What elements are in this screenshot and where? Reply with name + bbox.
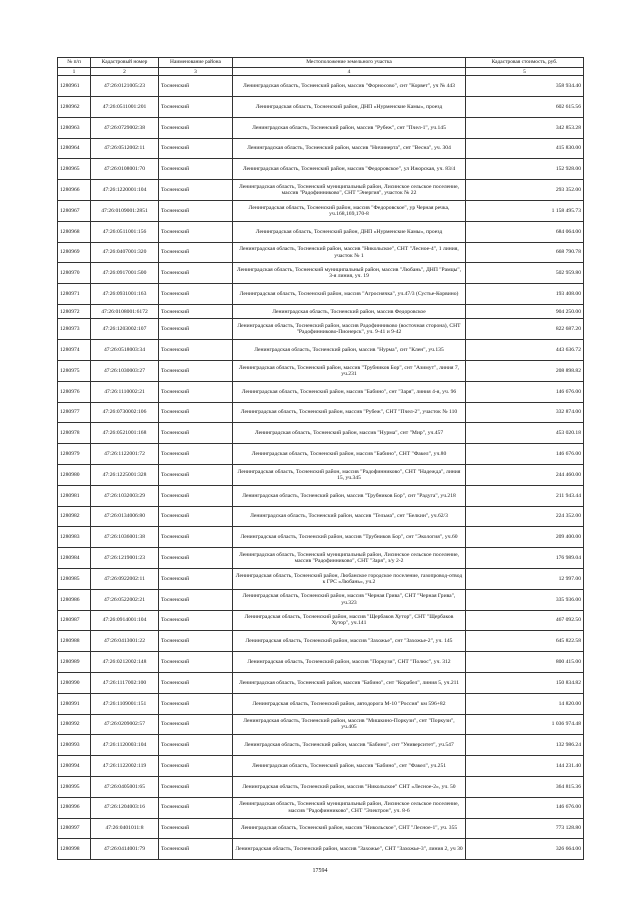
plot-location: Ленинградская область, Тосненский район, массив "Бабино", снт "Заря", линия 4-я, уч. 96 — [233, 381, 466, 402]
cadastral-number: 47:26:1036001:38 — [91, 527, 159, 548]
plot-location: Ленинградская область, Тосненский район, массив "Нурма", снт "Клен", уч.135 — [233, 340, 466, 361]
cadastral-number: 47:26:1122002:119 — [91, 756, 159, 777]
row-number: 1280966 — [58, 180, 91, 201]
row-number: 1280971 — [58, 284, 91, 305]
district-name: Тосненский — [159, 527, 233, 548]
col-header-cadastral-value: Кадастровая стоимость, руб. — [466, 58, 584, 68]
row-number: 1280973 — [58, 319, 91, 340]
table-row — [58, 631, 584, 652]
row-number: 1280982 — [58, 506, 91, 527]
plot-location: Ленинградская область, Тосненский район, массив "Рубеж", снт "Пчел-1", уч.145 — [233, 117, 466, 138]
row-number: 1280988 — [58, 631, 91, 652]
cadastral-value: 14 820.00 — [466, 693, 584, 714]
cadastral-value: 335 936.00 — [466, 589, 584, 610]
district-name: Тосненский — [159, 117, 233, 138]
cadastral-value: 342 853.28 — [466, 117, 584, 138]
plot-location: Ленинградская область, Тосненский район, массив "Федоровское", ур Черная речка, уч.168,169,170-8 — [233, 201, 466, 222]
plot-location: Ленинградская область, Тосненский район, массив "Захожье", СНТ "Захожье-3", линия 2, уч 30 — [233, 839, 466, 860]
plot-location: Ленинградская область, Тосненский район, массив "Поркузи", СНТ "Полюс", уч. 312 — [233, 652, 466, 673]
plot-location: Ленинградская область, Тосненский район, массив "Бабино", СНТ "Факел", уч.80 — [233, 444, 466, 465]
cadastral-number: 47:26:1032003:29 — [91, 485, 159, 506]
cadastral-number: 47:26:1109001:151 — [91, 693, 159, 714]
plot-location: Ленинградская область, Тосненский район, массив "Мишкино-Поркузи", снт "Поркузи", уч.405 — [233, 714, 466, 735]
cadastral-value: 358 934.40 — [466, 76, 584, 97]
cadastral-number: 47:26:0405001:65 — [91, 776, 159, 797]
plot-location: Ленинградская область, Тосненский муниципальный район, Лисинское сельское поселение, массив "Радофинниково", СНТ "Электрон", уч. 8-6 — [233, 797, 466, 818]
row-number: 1280990 — [58, 672, 91, 693]
district-name: Тосненский — [159, 756, 233, 777]
district-name: Тосненский — [159, 839, 233, 860]
cadastral-value: 467 092.50 — [466, 610, 584, 631]
cadastral-value: 144 231.40 — [466, 756, 584, 777]
plot-location: Ленинградская область, Тосненский район, массив "Форносово", снт "Корвет", уч № 443 — [233, 76, 466, 97]
cadastral-value: 822 687.20 — [466, 319, 584, 340]
table-body — [58, 76, 584, 860]
plot-location: Ленинградская область, Тосненский район, массив "Захожье", снт "Захожье-2", уч. 145 — [233, 631, 466, 652]
col-index-2: 2 — [91, 68, 159, 76]
plot-location: Ленинградская область, Тосненский район, массив "Никольское", СНТ "Лесное-4", 1 линия, участок № 1 — [233, 242, 466, 263]
district-name: Тосненский — [159, 402, 233, 423]
cadastral-value: 146 676.00 — [466, 797, 584, 818]
district-name: Тосненский — [159, 340, 233, 361]
table-row — [58, 818, 584, 839]
plot-location: Ленинградская область, Тосненский район, массив "Радофинниково", СНТ "Надежда", линия 15, уч.345 — [233, 464, 466, 485]
cadastral-value: 211 943.44 — [466, 485, 584, 506]
cadastral-number: 47:26:1225001:328 — [91, 464, 159, 485]
table-row — [58, 444, 584, 465]
row-number: 1280975 — [58, 361, 91, 382]
row-number: 1280997 — [58, 818, 91, 839]
table-row — [58, 361, 584, 382]
table-row — [58, 776, 584, 797]
row-number: 1280967 — [58, 201, 91, 222]
cadastral-number: 47:26:0518003:34 — [91, 340, 159, 361]
table-row — [58, 735, 584, 756]
table-row — [58, 381, 584, 402]
cadastral-value: 1 158 495.73 — [466, 201, 584, 222]
district-name: Тосненский — [159, 548, 233, 569]
plot-location: Ленинградская область, Тосненский район, ДНП «Нурменские Камы», проезд — [233, 97, 466, 118]
cadastral-value: 293 352.00 — [466, 180, 584, 201]
plot-location: Ленинградская область, Тосненский район, массив "Никольское", СНТ "Лесное-1", уч. 355 — [233, 818, 466, 839]
col-header-cadastral-number: Кадастровый номер — [91, 58, 159, 68]
table-row — [58, 180, 584, 201]
cadastral-number: 47:26:1203002:107 — [91, 319, 159, 340]
cadastral-value: 150 834.82 — [466, 672, 584, 693]
col-header-district: Наименование района — [159, 58, 233, 68]
table-row — [58, 221, 584, 242]
plot-location: Ленинградская область, Тосненский район, массив "Черная Грива", СНТ "Черная Грива", уч.323 — [233, 589, 466, 610]
cadastral-value: 132 986.24 — [466, 735, 584, 756]
page-number: 17594 — [312, 868, 328, 874]
plot-location: Ленинградская область, Тосненский муниципальный район, массив "Любань", ДНП "Рамцы", 3-я линия, уч. 19 — [233, 263, 466, 284]
district-name: Тосненский — [159, 652, 233, 673]
table-row — [58, 159, 584, 180]
cadastral-number: 47:26:0212002:148 — [91, 652, 159, 673]
cadastral-number: 47:26:0521001:168 — [91, 423, 159, 444]
district-name: Тосненский — [159, 284, 233, 305]
cadastral-number: 47:26:0511001:156 — [91, 221, 159, 242]
col-index-3: 3 — [159, 68, 233, 76]
cadastral-value: 146 676.00 — [466, 444, 584, 465]
row-number: 1280985 — [58, 568, 91, 589]
row-number: 1280993 — [58, 735, 91, 756]
table-row — [58, 672, 584, 693]
table-row — [58, 506, 584, 527]
table-row — [58, 714, 584, 735]
cadastral-number: 47:26:1122001:72 — [91, 444, 159, 465]
plot-location: Ленинградская область, Тосненский район, массив "Бабино", снт "Факел", уч.251 — [233, 756, 466, 777]
cadastral-value: 453 020.18 — [466, 423, 584, 444]
row-number: 1280970 — [58, 263, 91, 284]
district-name: Тосненский — [159, 797, 233, 818]
table-row — [58, 693, 584, 714]
plot-location: Ленинградская область, Тосненский район, массив "Агроснячка", уч.47/3 (Сустье-Корвино) — [233, 284, 466, 305]
row-number: 1280981 — [58, 485, 91, 506]
cadastral-number: 47:26:0729002:38 — [91, 117, 159, 138]
district-name: Тосненский — [159, 735, 233, 756]
cadastral-value: 193 408.00 — [466, 284, 584, 305]
district-name: Тосненский — [159, 263, 233, 284]
district-name: Тосненский — [159, 506, 233, 527]
cadastral-number: 47:26:0108001:70 — [91, 159, 159, 180]
table-row — [58, 797, 584, 818]
cadastral-value: 668 790.78 — [466, 242, 584, 263]
col-index-4: 4 — [233, 68, 466, 76]
district-name: Тосненский — [159, 221, 233, 242]
table-row — [58, 76, 584, 97]
row-number: 1280984 — [58, 548, 91, 569]
row-number: 1280974 — [58, 340, 91, 361]
table-row — [58, 610, 584, 631]
cadastral-value: 146 676.00 — [466, 381, 584, 402]
plot-location: Ленинградская область, Тосненский район, массив "Щербаков Хутор", СНТ "Щербаков Хутор", уч.141 — [233, 610, 466, 631]
cadastral-number: 47:26:0209002:57 — [91, 714, 159, 735]
row-number: 1280992 — [58, 714, 91, 735]
document-sheet — [57, 57, 583, 860]
plot-location: Ленинградская область, Тосненский район, массив "Тельма", снт "Белкин", уч.62/3 — [233, 506, 466, 527]
district-name: Тосненский — [159, 714, 233, 735]
plot-location: Ленинградская область, Тосненский район, массив "Трубников Бор", снт "Азимут", линия 7, уч.231 — [233, 361, 466, 382]
district-name: Тосненский — [159, 672, 233, 693]
cadastral-number: 47:26:0134006:80 — [91, 506, 159, 527]
plot-location: Ленинградская область, Тосненский муниципальный район, Лисинское сельское поселение, массив "Радофинниково", СНТ "Заря", з/у 2-2 — [233, 548, 466, 569]
table-row — [58, 340, 584, 361]
plot-location: Ленинградская область, Тосненский район, массив "Бабино", снт "Университет", уч.547 — [233, 735, 466, 756]
plot-location: Ленинградская область, Тосненский муниципальный район, Лисинское сельское поселение, массив "Радофинниково", СНТ "Энергия", участок № 22 — [233, 180, 466, 201]
row-number: 1280962 — [58, 97, 91, 118]
cadastral-number: 47:26:0922002:11 — [91, 568, 159, 589]
row-number: 1280995 — [58, 776, 91, 797]
plot-location: Ленинградская область, Тосненский район, массив Федоровское — [233, 305, 466, 319]
cadastral-number: 47:26:0522002:21 — [91, 589, 159, 610]
cadastral-number: 47:26:0914001:104 — [91, 610, 159, 631]
cadastral-value: 12 997.00 — [466, 568, 584, 589]
cadastral-number: 47:26:0121005:23 — [91, 76, 159, 97]
cadastral-number: 47:26:0401011:8 — [91, 818, 159, 839]
table-row — [58, 527, 584, 548]
plot-location: Ленинградская область, Тосненский район, ДНП «Нурменские Камы», проезд — [233, 221, 466, 242]
cadastral-value: 209 400.00 — [466, 527, 584, 548]
row-number: 1280977 — [58, 402, 91, 423]
row-number: 1280983 — [58, 527, 91, 548]
row-number: 1280998 — [58, 839, 91, 860]
cadastral-value: 415 830.00 — [466, 138, 584, 159]
cadastral-value: 645 822.58 — [466, 631, 584, 652]
plot-location: Ленинградская область, Тосненский район, массив "Федоровское", ул Ижорская, уч. 83/4 — [233, 159, 466, 180]
district-name: Тосненский — [159, 76, 233, 97]
district-name: Тосненский — [159, 776, 233, 797]
row-number: 1280965 — [58, 159, 91, 180]
district-name: Тосненский — [159, 138, 233, 159]
col-header-number: № п/п — [58, 58, 91, 68]
table-row — [58, 319, 584, 340]
table-row — [58, 485, 584, 506]
plot-location: Ленинградская область, Тосненский район, массив "Бабино", снт "Корабел", линия 5, уч.211 — [233, 672, 466, 693]
district-name: Тосненский — [159, 485, 233, 506]
cadastral-value: 326 664.00 — [466, 839, 584, 860]
cadastral-value: 244 460.00 — [466, 464, 584, 485]
cadastral-value: 176 989.04 — [466, 548, 584, 569]
district-name: Тосненский — [159, 319, 233, 340]
cadastral-number: 47:26:0108001:6172 — [91, 305, 159, 319]
plot-location: Ленинградская область, Тосненский район, массив "Нурма", снт "Мир", уч.457 — [233, 423, 466, 444]
row-number: 1280963 — [58, 117, 91, 138]
table-row — [58, 138, 584, 159]
cadastral-number: 47:26:1204003:16 — [91, 797, 159, 818]
table-row — [58, 548, 584, 569]
plot-location: Ленинградская область, Тосненский район, Любанское городское поселение, газопровод-отвод к ГРС «Любань», уч.2 — [233, 568, 466, 589]
district-name: Тосненский — [159, 568, 233, 589]
column-index-row — [58, 68, 584, 76]
cadastral-value: 332 874.00 — [466, 402, 584, 423]
cadastral-value: 502 959.80 — [466, 263, 584, 284]
table-row — [58, 284, 584, 305]
district-name: Тосненский — [159, 444, 233, 465]
district-name: Тосненский — [159, 305, 233, 319]
district-name: Тосненский — [159, 201, 233, 222]
district-name: Тосненский — [159, 589, 233, 610]
plot-location: Ленинградская область, Тосненский район, массив "Ничинерта", снт "Весна", уч. 304 — [233, 138, 466, 159]
cadastral-value: 1 036 974.48 — [466, 714, 584, 735]
cadastral-number: 47:26:0414001:79 — [91, 839, 159, 860]
cadastral-value: 684 064.00 — [466, 221, 584, 242]
table-row — [58, 756, 584, 777]
table-header-row — [58, 58, 584, 68]
cadastral-number: 47:26:0730002:106 — [91, 402, 159, 423]
cadastral-value-table — [57, 57, 584, 860]
cadastral-number: 47:26:1110002:21 — [91, 381, 159, 402]
row-number: 1280987 — [58, 610, 91, 631]
cadastral-value: 224 352.00 — [466, 506, 584, 527]
cadastral-number: 47:26:0917001:500 — [91, 263, 159, 284]
table-row — [58, 97, 584, 118]
cadastral-value: 602 615.56 — [466, 97, 584, 118]
cadastral-number: 47:26:0512002:11 — [91, 138, 159, 159]
table-row — [58, 242, 584, 263]
district-name: Тосненский — [159, 610, 233, 631]
row-number: 1280986 — [58, 589, 91, 610]
row-number: 1280978 — [58, 423, 91, 444]
plot-location: Ленинградская область, Тосненский район, массив "Никольское" СНТ «Лесное-2», уч. 50 — [233, 776, 466, 797]
district-name: Тосненский — [159, 464, 233, 485]
table-row — [58, 402, 584, 423]
table-row — [58, 568, 584, 589]
table-row — [58, 652, 584, 673]
cadastral-value: 208 898.82 — [466, 361, 584, 382]
row-number: 1280996 — [58, 797, 91, 818]
table-row — [58, 305, 584, 319]
district-name: Тосненский — [159, 818, 233, 839]
district-name: Тосненский — [159, 361, 233, 382]
row-number: 1280994 — [58, 756, 91, 777]
table-row — [58, 423, 584, 444]
cadastral-value: 904 250.00 — [466, 305, 584, 319]
row-number: 1280969 — [58, 242, 91, 263]
district-name: Тосненский — [159, 381, 233, 402]
plot-location: Ленинградская область, Тосненский район, массив "Трубников Бор", снт "Радуга", уч.218 — [233, 485, 466, 506]
row-number: 1280964 — [58, 138, 91, 159]
plot-location: Ленинградская область, Тосненский район, массив Радофинниково (восточная сторона), СНТ "Радофинниково-Пионерск", уч. 9-41 и 9-42 — [233, 319, 466, 340]
cadastral-number: 47:26:0413001:22 — [91, 631, 159, 652]
table-row — [58, 839, 584, 860]
row-number: 1280976 — [58, 381, 91, 402]
cadastral-number: 47:26:1117002:100 — [91, 672, 159, 693]
district-name: Тосненский — [159, 180, 233, 201]
plot-location: Ленинградская область, Тосненский район, массив "Трубников Бор", снт "Экология", уч.60 — [233, 527, 466, 548]
row-number: 1280961 — [58, 76, 91, 97]
row-number: 1280968 — [58, 221, 91, 242]
row-number: 1280989 — [58, 652, 91, 673]
row-number: 1280979 — [58, 444, 91, 465]
district-name: Тосненский — [159, 631, 233, 652]
table-row — [58, 201, 584, 222]
district-name: Тосненский — [159, 423, 233, 444]
district-name: Тосненский — [159, 159, 233, 180]
row-number: 1280991 — [58, 693, 91, 714]
cadastral-value: 364 815.36 — [466, 776, 584, 797]
cadastral-number: 47:26:0931001:163 — [91, 284, 159, 305]
cadastral-value: 443 636.72 — [466, 340, 584, 361]
table-row — [58, 464, 584, 485]
row-number: 1280980 — [58, 464, 91, 485]
cadastral-number: 47:26:0407001:320 — [91, 242, 159, 263]
cadastral-value: 773 128.80 — [466, 818, 584, 839]
cadastral-number: 47:26:1219001:23 — [91, 548, 159, 569]
row-number: 1280972 — [58, 305, 91, 319]
district-name: Тосненский — [159, 693, 233, 714]
cadastral-number: 47:26:1120003:104 — [91, 735, 159, 756]
plot-location: Ленинградская область, Тосненский район, автодорога М-10 "Россия" км 596+82 — [233, 693, 466, 714]
col-header-location: Местоположение земельного участка — [233, 58, 466, 68]
district-name: Тосненский — [159, 242, 233, 263]
table-row — [58, 117, 584, 138]
district-name: Тосненский — [159, 97, 233, 118]
cadastral-value: 152 928.00 — [466, 159, 584, 180]
col-index-5: 5 — [466, 68, 584, 76]
cadastral-value: 800 415.00 — [466, 652, 584, 673]
cadastral-number: 47:26:1030003:27 — [91, 361, 159, 382]
table-row — [58, 263, 584, 284]
table-row — [58, 589, 584, 610]
col-index-1: 1 — [58, 68, 91, 76]
cadastral-number: 47:26:0109001:2851 — [91, 201, 159, 222]
cadastral-number: 47:26:0511001:201 — [91, 97, 159, 118]
cadastral-number: 47:26:1220001:104 — [91, 180, 159, 201]
plot-location: Ленинградская область, Тосненский район, массив "Рубеж", СНТ "Пчел-2", участок № 110 — [233, 402, 466, 423]
